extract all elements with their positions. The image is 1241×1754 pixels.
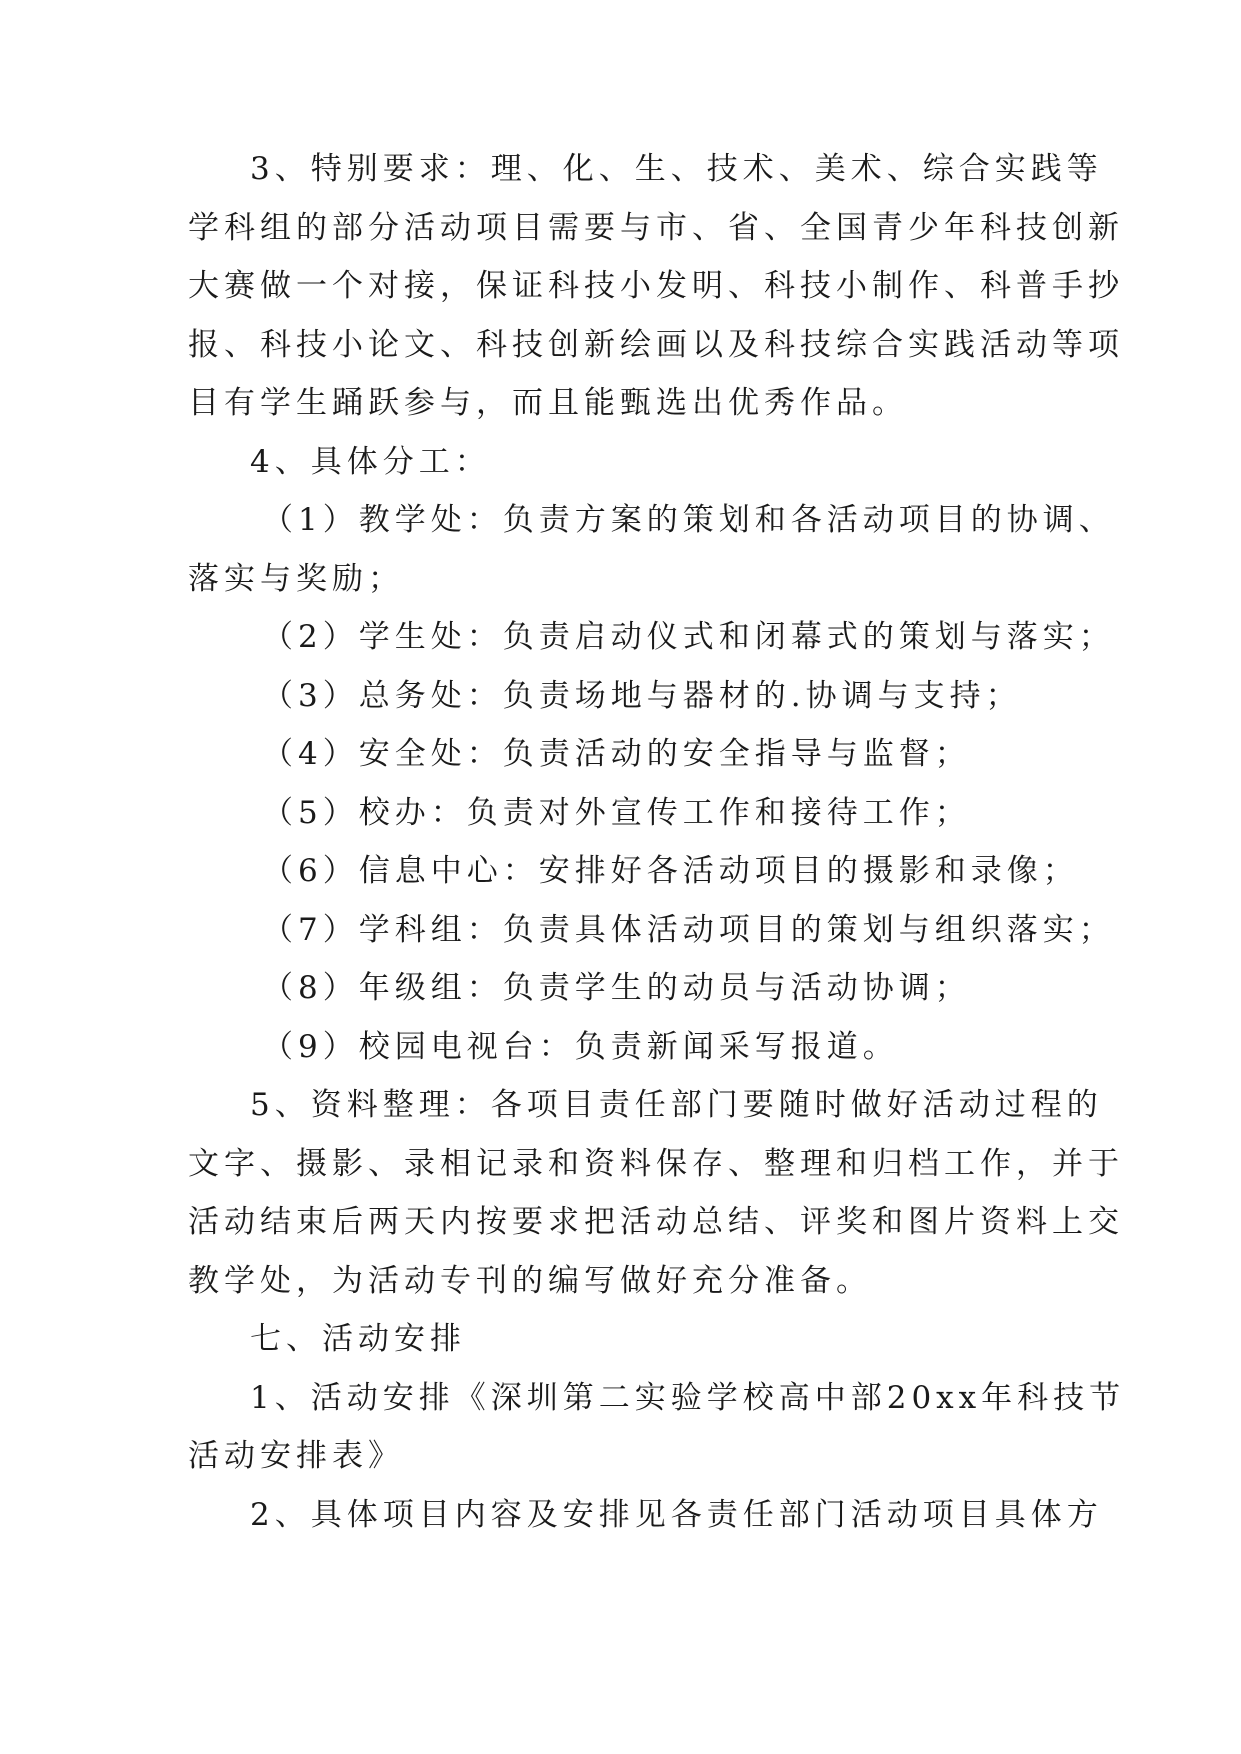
paragraph-5-line-4: 教学处，为活动专刊的编写做好充分准备。 xyxy=(188,1262,872,1299)
duty-item-1-line-2: 落实与奖励； xyxy=(188,560,404,597)
duty-item-8: （8）年级组：负责学生的动员与活动协调； xyxy=(262,970,971,1006)
paragraph-3-line-2: 学科组的部分活动项目需要与市、省、全国青少年科技创新 xyxy=(188,209,1124,246)
paragraph-3-line-1: 3、特别要求：理、化、生、技术、美术、综合实践等 xyxy=(250,151,1103,187)
duty-item-7: （7）学科组：负责具体活动项目的策划与组织落实； xyxy=(262,911,1115,948)
paragraph-3-line-5: 目有学生踊跃参与，而且能甄选出优秀作品。 xyxy=(188,385,908,421)
arrangement-2-line-1: 2、具体项目内容及安排见各责任部门活动项目具体方 xyxy=(250,1496,1103,1533)
duty-item-5: （5）校办：负责对外宣传工作和接待工作； xyxy=(262,794,971,831)
paragraph-5-line-2: 文字、摄影、录相记录和资料保存、整理和归档工作，并于 xyxy=(188,1145,1124,1182)
duty-item-1-line-1: （1）教学处：负责方案的策划和各活动项目的协调、 xyxy=(262,502,1115,538)
section-4-heading: 4、具体分工： xyxy=(250,443,491,480)
arrangement-1-line-1: 1、活动安排《深圳第二实验学校高中部20xx年科技节 xyxy=(250,1379,1126,1416)
paragraph-3-line-4: 报、科技小论文、科技创新绘画以及科技综合实践活动等项 xyxy=(188,326,1124,363)
duty-item-2: （2）学生处：负责启动仪式和闭幕式的策划与落实； xyxy=(262,619,1115,655)
arrangement-1-line-2: 活动安排表》 xyxy=(188,1438,404,1474)
section-7-heading: 七、活动安排 xyxy=(250,1321,466,1357)
duty-item-9: （9）校园电视台：负责新闻采写报道。 xyxy=(262,1028,899,1065)
document-page xyxy=(188,140,1126,1544)
paragraph-5-line-1: 5、资料整理：各项目责任部门要随时做好活动过程的 xyxy=(250,1087,1103,1123)
paragraph-3-line-3: 大赛做一个对接，保证科技小发明、科技小制作、科普手抄 xyxy=(188,268,1124,304)
duty-item-3: （3）总务处：负责场地与器材的.协调与支持； xyxy=(262,677,1022,714)
paragraph-5-line-3: 活动结束后两天内按要求把活动总结、评奖和图片资料上交 xyxy=(188,1204,1124,1240)
duty-item-6: （6）信息中心：安排好各活动项目的摄影和录像； xyxy=(262,853,1079,889)
duty-item-4: （4）安全处：负责活动的安全指导与监督； xyxy=(262,736,971,772)
